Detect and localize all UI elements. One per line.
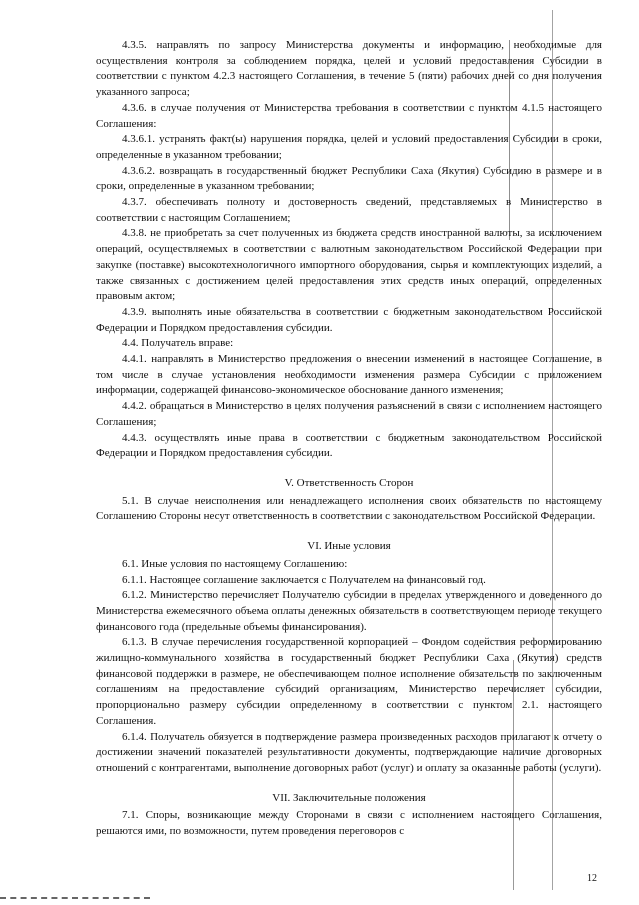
paragraph-4-4-3: 4.4.3. осуществлять иные права в соответствии с бюджетным законодательством Российской Федерации и Порядком предоставления субсидии.	[96, 431, 602, 460]
paragraph-6-1-2: 6.1.2. Министерство перечисляет Получателю субсидии в пределах утвержденного и доведенного до Министерства ежемесячного объема оплаты денежных обязательств в соответствующем периоде текущего финансового года (предельные объемы финансирования).	[96, 589, 602, 633]
paragraph-7-1: 7.1. Споры, возникающие между Сторонами в связи с исполнением настоящего Соглашения, решаются ими, по возможности, путем проведения переговоров с	[96, 809, 602, 838]
section-heading-vii: VII. Заключительные положения	[272, 791, 426, 804]
paragraph-4-4: 4.4. Получатель вправе:	[122, 337, 234, 350]
section-heading-vi: VI. Иные условия	[307, 540, 391, 553]
paragraph-4-4-1: 4.4.1. направлять в Министерство предложения о внесении изменений в настоящее Соглашение, в том числе в случае установления необходимости изменения размера Субсидии с приложением информации, содержащей финансово-экономическое обоснование данного изменения;	[96, 353, 602, 397]
paragraph-4-4-2: 4.4.2. обращаться в Министерство в целях получения разъяснений в связи с исполнением настоящего Соглашения;	[96, 400, 602, 428]
section-heading-v: V. Ответственность Сторон	[284, 476, 414, 489]
paragraph-4-3-7: 4.3.7. обеспечивать полноту и достоверность сведений, представляемых в Министерство в соответствии с настоящим Соглашением;	[96, 196, 602, 224]
paragraph-4-3-6: 4.3.6. в случае получения от Министерства требования в соответствии с пунктом 4.1.5 настоящего Соглашения:	[96, 101, 602, 130]
paragraph-6-1-4: 6.1.4. Получатель обязуется в подтверждение размера произведенных расходов прилагают к отчету о достижении значений показателей результативности документы, подтверждающие наличие договорных отношений с контрагентами, выполнение договорных работ (услуг) и оплату за оказанные работы (услуги).	[96, 730, 602, 774]
paragraph-4-3-9: 4.3.9. выполнять иные обязательства в соответствии с бюджетным законодательством Российской Федерации и Порядком предоставления субсидии.	[96, 305, 602, 334]
paragraph-6-1-1: 6.1.1. Настоящее соглашение заключается с Получателем на финансовый год.	[122, 573, 486, 586]
paragraph-4-3-5: 4.3.5. направлять по запросу Министерства документы и информацию, необходимые для осуществления контроля за соблюдением порядка, целей и условий предоставления Субсидии в соответствии с пунктом 4.2.3 настоящего Соглашения, в течение 5 (пяти) рабочих дней со дня получения указанного запроса;	[96, 39, 602, 99]
scan-artifact-dash	[0, 897, 150, 899]
paragraph-6-1-3: 6.1.3. В случае перечисления государственной корпорацией – Фондом содействия реформированию жилищно-коммунального хозяйства в государственный бюджет Республики Саха (Якутия) средств финансовой поддержки в размере, не обеспечивающем полное исполнение обязательств по заключенным соглашениям на предоставление субсидий организациям, Министерство перечисляет субсидии, пропорционально размеру субсидии определенному в соответствии с пунктом 2.1. настоящего Соглашения.	[96, 636, 602, 727]
page-number: 12	[587, 873, 597, 884]
paragraph-5-1: 5.1. В случае неисполнения или ненадлежащего исполнения своих обязательств по настоящему Соглашению Стороны несут ответственность в соответствии с законодательством Российской Федерации.	[96, 494, 602, 523]
paragraph-4-3-8: 4.3.8. не приобретать за счет полученных из бюджета средств иностранной валюты, за исключением операций, осуществляемых в соответствии с валютным законодательством Российской Федерации при закупке (поставке) высокотехнологичного импортного оборудования, сырья и комплектующих изделий, а также связанных с достижением целей предоставления этих средств иных операций, определенных правовым актом;	[96, 227, 602, 303]
paragraph-6-1: 6.1. Иные условия по настоящему Соглашению:	[122, 557, 348, 570]
paragraph-4-3-6-2: 4.3.6.2. возвращать в государственный бюджет Республики Саха (Якутия) Субсидию в размере и в сроки, определенные в указанном требовании;	[96, 164, 602, 193]
document-body	[96, 38, 602, 840]
paragraph-4-3-6-1: 4.3.6.1. устранять факт(ы) нарушения порядка, целей и условий предоставления Субсидии в сроки, определенные в указанном требовании;	[96, 133, 602, 161]
